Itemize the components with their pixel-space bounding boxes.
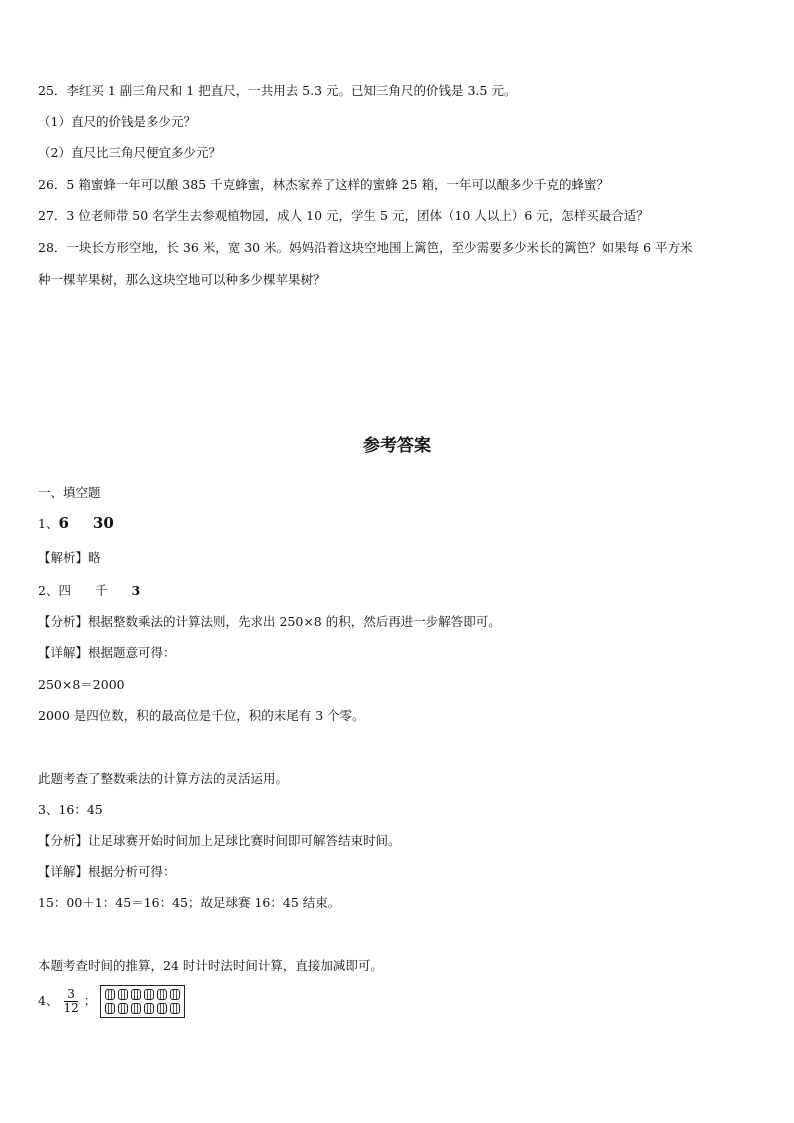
bag-icon bbox=[157, 1003, 167, 1014]
answer-1-value-2: 30 bbox=[92, 514, 114, 532]
fraction-denominator: 12 bbox=[63, 1001, 79, 1015]
answer-2-calc: 250×8＝2000 bbox=[38, 677, 125, 692]
question-25-part-1: （1）直尺的价钱是多少元？ bbox=[38, 114, 196, 129]
answer-3-detail: 【详解】根据分析可得： bbox=[38, 864, 176, 879]
bag-icon bbox=[105, 1003, 115, 1014]
answer-1-label: 1、 bbox=[38, 516, 59, 531]
bag-icon bbox=[105, 989, 115, 1000]
answer-2-explain: 2000 是四位数，积的最高位是千位，积的末尾有 3 个零。 bbox=[38, 708, 365, 723]
answer-2-label: 2、 bbox=[38, 583, 59, 598]
answer-2-value-1: 四 bbox=[58, 583, 71, 598]
answer-2-value-3: 3 bbox=[131, 583, 141, 598]
answer-2 bbox=[38, 582, 140, 600]
bag-icon bbox=[170, 989, 180, 1000]
answer-2-detail: 【详解】根据题意可得： bbox=[38, 645, 176, 660]
question-26: 26．5 箱蜜蜂一年可以酿 385 千克蜂蜜，林杰家养了这样的蜜蜂 25 箱，一年可以酿多少千克的蜂蜜？ bbox=[38, 177, 609, 192]
answer-4-label: 4、 bbox=[38, 993, 59, 1008]
bag-icon bbox=[157, 989, 167, 1000]
question-28: 28．一块长方形空地，长 36 米，宽 30 米。妈妈沿着这块空地围上篱笆，至少需要多少米长的篱笆？如果每 6 平方米 bbox=[38, 240, 693, 255]
bag-icon bbox=[144, 1003, 154, 1014]
answer-3-calc: 15：00＋1：45＝16：45；故足球赛 16：45 结束。 bbox=[38, 895, 341, 910]
bag-grid-figure bbox=[100, 985, 185, 1018]
answer-2-summary: 此题考查了整数乘法的计算方法的灵活运用。 bbox=[38, 771, 289, 786]
answer-4-separator: ； bbox=[83, 993, 97, 1008]
answer-4 bbox=[38, 985, 185, 1018]
fraction-numerator: 3 bbox=[64, 988, 78, 1002]
answer-2-value-2: 千 bbox=[94, 583, 108, 598]
bag-icon bbox=[118, 1003, 128, 1014]
answer-4-fraction bbox=[60, 988, 81, 1015]
question-27: 27．3 位老师带 50 名学生去参观植物园，成人 10 元，学生 5 元，团体（10 人以上）6 元，怎样买最合适？ bbox=[38, 208, 649, 223]
question-25-part-2: （2）直尺比三角尺便宜多少元？ bbox=[38, 145, 221, 160]
bag-icon bbox=[118, 989, 128, 1000]
bag-icon bbox=[131, 989, 141, 1000]
bag-icon bbox=[170, 1003, 180, 1014]
bag-icon bbox=[131, 1003, 141, 1014]
answer-1-analysis: 【解析】略 bbox=[38, 550, 101, 565]
question-25: 25．李红买 1 副三角尺和 1 把直尺，一共用去 5.3 元。已知三角尺的价钱是 3.5 元。 bbox=[38, 83, 517, 98]
answer-title: 参考答案 bbox=[363, 436, 431, 456]
bag-icon bbox=[144, 989, 154, 1000]
answer-1 bbox=[38, 514, 114, 533]
answer-1-value-1: 6 bbox=[58, 514, 69, 532]
answer-3-analysis: 【分析】让足球赛开始时间加上足球比赛时间即可解答结束时间。 bbox=[38, 833, 401, 848]
section-heading: 一、填空题 bbox=[38, 485, 101, 500]
question-28-cont: 种一棵苹果树，那么这块空地可以种多少棵苹果树？ bbox=[38, 272, 326, 287]
answer-3: 3、16：45 bbox=[38, 802, 103, 817]
answer-3-summary: 本题考查时间的推算，24 时计时法时间计算，直接加减即可。 bbox=[38, 958, 383, 973]
answer-2-analysis: 【分析】根据整数乘法的计算法则，先求出 250×8 的积，然后再进一步解答即可。 bbox=[38, 614, 501, 629]
